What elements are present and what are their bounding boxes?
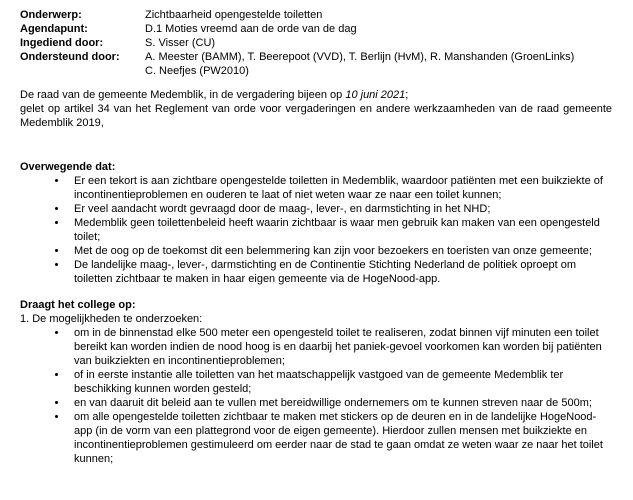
document-header-fields [20,8,612,78]
field-label: Ondersteund door: [20,51,120,63]
field-value: D.1 Moties vreemd aan de orde van de dag [145,23,357,35]
intro-line-1 [20,88,612,102]
field-label: Onderwerp: [20,9,82,21]
meeting-date: 10 juni 2021 [345,89,406,101]
instruction-item: • of in eerste instantie alle toiletten van het maatschappelijk vastgoed van de gemeente Medemblik ter beschikking kunnen worden gesteld; [68,368,612,396]
intro-line-2: gelet op artikel 34 van het Reglement van orde voor vergaderingen en andere werkzaamheden van de raad gemeente Medemblik 2019, [20,103,612,129]
consideration-item: • De landelijke maag-, lever-, darmstichting en de Continentie Stichting Nederland de politiek oproept om toiletten zichtbaar te maken in haar eigen gemeente via de HogeNood-app. [68,258,612,286]
instruction-item: • en van daaruit dit beleid aan te vullen met bereidwillige ondernemers om te kunnen streven naar de 500m; [68,396,612,410]
intro-line-1-prefix: De raad van de gemeente Medemblik, in de vergadering bijeen op [20,89,346,101]
field-value: S. Visser (CU) [145,37,216,49]
consideration-item: • Er een tekort is aan zichtbare opengestelde toiletten in Medemblik, waardoor patiënten met een buikziekte of incontinentieproblemen en ouderen te laat of niet weten waar ze naar een toilet kunnen; [68,174,612,202]
consideration-item: • Er veel aandacht wordt gevraagd door de maag-, lever-, en darmstichting in het NHD; [68,202,612,216]
instruction-item: • om in de binnenstad elke 500 meter een opengesteld toilet te realiseren, zodat binnen vijf minuten een toilet bereikt kan worden indien de nood hoog is en daarbij het paniek-gevoel voorkomen kan worden bij patiënten van buikziekten en incontinentieproblemen; [68,326,612,368]
field-label: Ingediend door: [20,37,104,49]
instruction-item: • om alle opengestelde toiletten zichtbaar te maken met stickers op de deuren en in de landelijke HogeNood-app (in de vorm van een plattegrond voor de eigen gemeente). Hierdoor zullen mensen met buikziekte en incontinentieproblemen gestimuleerd om eerder naar de stad te gaan omdat ze weten waar ze naar het toilet kunnen; [68,410,612,466]
field-value: A. Meester (BAMM), T. Beerepoot (VVD), T. Berlijn (HvM), R. Manshanden (GroenLinks) [145,51,575,63]
instructions-heading: Draagt het college op: [20,299,136,311]
instructions-numbered-intro: 1. De mogelijkheden te onderzoeken: [20,313,203,325]
field-value: Zichtbaarheid opengestelde toiletten [145,9,323,21]
intro-paragraph [20,88,612,130]
intro-line-1-suffix: ; [405,89,409,101]
instructions-list [20,326,612,466]
field-label [20,64,145,78]
field-value: C. Neefjes (PW2010) [145,65,249,77]
considerations-list [20,174,612,286]
consideration-item: • Met de oog op de toekomst dit een belemmering kan zijn voor bezoekers en toeristen van onze gemeente; [68,244,612,258]
consideration-item: • Medemblik geen toilettenbeleid heeft waarin zichtbaar is waar men gebruik kan maken van een opengesteld toilet; [68,216,612,244]
field-label: Agendapunt: [20,23,88,35]
considerations-heading: Overwegende dat: [20,161,116,173]
